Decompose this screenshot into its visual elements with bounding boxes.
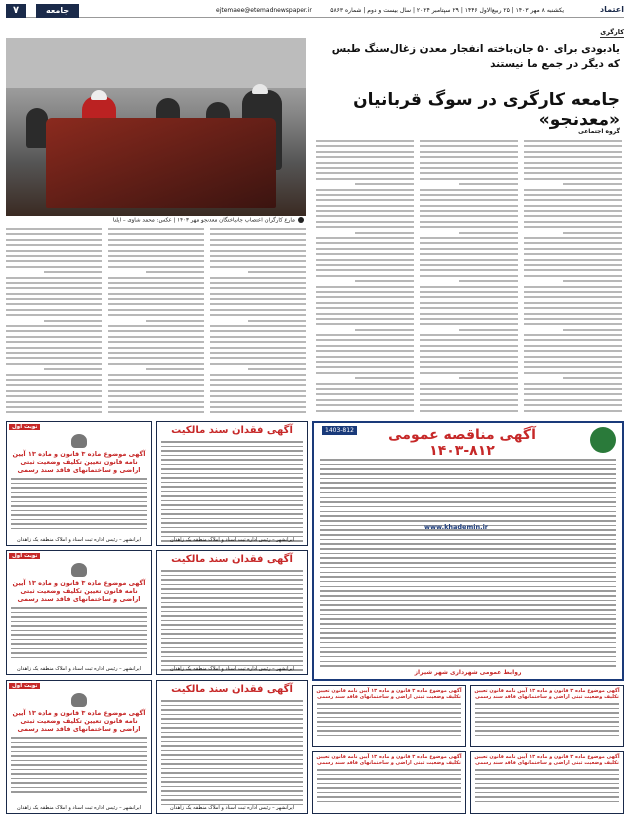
law-notice-small-4: آگهی موضوع ماده ۳ قانون و ماده ۱۳ آیین نامه قانون تعیین تکلیف وضعیت ثبتی اراضی و ساختمانهای فاقد سند رسمی bbox=[470, 751, 624, 814]
dateline: یکشنبه ۸ مهر ۱۴۰۳ | ۲۵ ربیع‌الاول ۱۴۴۶ | ۲۹ سپتامبر ۲۰۲۴ | سال بیست و دوم | شماره ۵۸۶۳ bbox=[330, 7, 564, 14]
law-notice-small-3: آگهی موضوع ماده ۳ قانون و ماده ۱۳ آیین نامه قانون تعیین تکلیف وضعیت ثبتی اراضی و ساختمانهای فاقد سند رسمی bbox=[312, 751, 466, 814]
tender-number: 1403-812 bbox=[322, 426, 357, 435]
page-header bbox=[6, 4, 624, 18]
law-notice-ad-2: نوبت اول آگهی موضوع ماده ۳ قانون و ماده ۱۳ آیین نامه قانون تعیین تکلیف وضعیت ثبتی اراضی و ساختمانهای فاقد سند رسمی ایرانشهر – رئیس اداره ثبت اسناد و املاک منطقه یک زاهدان bbox=[6, 550, 152, 675]
article-kicker: یادبودی برای ۵۰ جان‌باخته انفجار معدن زغال‌سنگ طبس که دیگر در جمع ما نیستند bbox=[331, 43, 620, 70]
newspaper-logo: اعتماد bbox=[600, 5, 624, 14]
section-rubric: کارگری bbox=[600, 28, 624, 36]
article-column-3 bbox=[316, 140, 414, 414]
law-notice-small-1: آگهی موضوع ماده ۳ قانون و ماده ۱۳ آیین نامه قانون تعیین تکلیف وضعیت ثبتی اراضی و ساختمانهای فاقد سند رسمی bbox=[312, 685, 466, 747]
section-email: ejtemaee@etemadnewspaper.ir bbox=[216, 7, 312, 14]
article-photo bbox=[6, 38, 306, 216]
tender-title: آگهی مناقصه عمومی ۸۱۲-۱۴۰۳ bbox=[388, 427, 536, 459]
municipality-logo bbox=[590, 427, 616, 453]
tender-website[interactable]: www.khademin.ir bbox=[424, 523, 488, 531]
camera-icon bbox=[298, 217, 304, 223]
tender-footer: روابط عمومی شهرداری شهر شیراز bbox=[414, 669, 522, 676]
article-headline: جامعه کارگری در سوگ قربانیان «معدنجو» bbox=[353, 90, 620, 130]
loss-deed-ad-3: آگهی فقدان سند مالکیت ایرانشهر – رئیس اداره ثبت اسناد و املاک منطقه یک زاهدان bbox=[156, 680, 308, 814]
law-notice-small-2: آگهی موضوع ماده ۳ قانون و ماده ۱۳ آیین نامه قانون تعیین تکلیف وضعیت ثبتی اراضی و ساختمانهای فاقد سند رسمی bbox=[470, 685, 624, 747]
article-column-1 bbox=[524, 140, 622, 414]
article-column-5 bbox=[108, 228, 204, 414]
page-number: ۷ bbox=[6, 4, 26, 18]
section-tag: جامعه bbox=[36, 4, 79, 18]
article-byline: گروه اجتماعی bbox=[578, 128, 620, 135]
law-notice-ad-3: نوبت اول آگهی موضوع ماده ۳ قانون و ماده ۱۳ آیین نامه قانون تعیین تکلیف وضعیت ثبتی اراضی و ساختمانهای فاقد سند رسمی ایرانشهر – رئیس اداره ثبت اسناد و املاک منطقه یک زاهدان bbox=[6, 680, 152, 814]
law-notice-ad-1: نوبت اول آگهی موضوع ماده ۳ قانون و ماده ۱۳ آیین نامه قانون تعیین تکلیف وضعیت ثبتی اراضی و ساختمانهای فاقد سند رسمی ایرانشهر – رئیس اداره ثبت اسناد و املاک منطقه یک زاهدان bbox=[6, 421, 152, 546]
photo-caption: مارع کارگران اعتصاب جانباختگان معدنجو مهر ۱۴۰۳ | عکس: محمد شاوی – ایلنا bbox=[6, 216, 306, 225]
loss-deed-ad-2: آگهی فقدان سند مالکیت ایرانشهر – رئیس اداره ثبت اسناد و املاک منطقه یک زاهدان bbox=[156, 550, 308, 675]
article-column-2 bbox=[420, 140, 518, 414]
article-column-4 bbox=[6, 228, 102, 414]
loss-deed-ad-1: آگهی فقدان سند مالکیت ایرانشهر – رئیس اداره ثبت اسناد و املاک منطقه یک زاهدان bbox=[156, 421, 308, 546]
article-column-6 bbox=[210, 228, 306, 414]
tender-ad bbox=[312, 421, 624, 681]
